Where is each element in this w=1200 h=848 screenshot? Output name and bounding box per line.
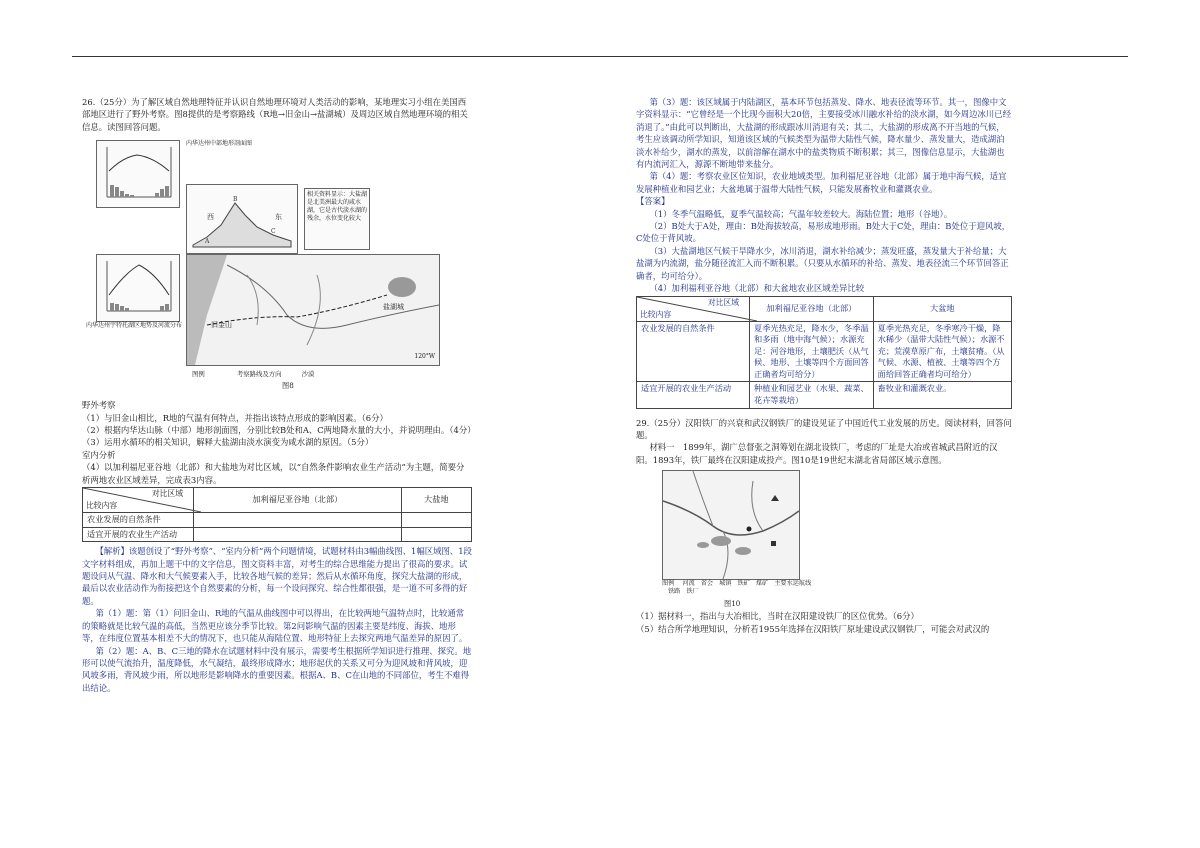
figure-8 (82, 136, 472, 391)
blank-comparison-table (82, 487, 472, 542)
table-cell (194, 527, 402, 542)
answer-4-title: （4）加利福利亚谷地（北部）和大盆地农业区域差异比较 (649, 283, 865, 294)
section-indoor-analysis: 室内分析 (82, 449, 116, 460)
table-corner-cell (637, 296, 750, 321)
table-cell-california-activities: 种植业和园艺业（水果、蔬菜、花卉等栽培） (750, 382, 874, 408)
corner-label-top: 对比区域 (707, 297, 739, 307)
climate-chart-san-francisco (96, 140, 180, 208)
answer-explanation-1: 第（1）题：第（1）问旧金山、R地的气温从曲线图中可以得出，在比较两地气温特点时，比较通常的策略就是比较气温的高低，当然更应该分季节比较。第2问影响气温的因素主要是纬度、海拔、地形等，在纬度位置基本相差不大的情况下，也只能从海陆位置、地形特征上去探究两地气温差异的原因了。 (82, 608, 468, 644)
legend-item: 河流 (682, 580, 695, 588)
question-29-5: （5）结合所学地理知识，分析若1955年选择在汉阳铁厂原址建设武汉钢铁厂，可能会对武汉的 (636, 623, 990, 634)
route-map (186, 254, 440, 366)
table-row-natural-conditions: 农业发展的自然条件 (637, 321, 750, 382)
answer-tag: 【答案】 (636, 196, 670, 207)
table-cell-california-conditions: 夏季光热充足，降水少，冬季温和多雨（地中海气候）；水源充足：河谷地形，土壤肥沃（从气候、地形、土壤等四个方面回答正确者均可给分） (750, 321, 874, 382)
answer-explanation-3: 第（3）题：该区域属于内陆湖区，基本环节包括蒸发、降水、地表径流等环节。其一，图像中文字资料显示：“它曾经是一个比现今面积大20倍，主要接受冰川融水补给的淡水湖，如今周边冰川已经消退了。”由此可以判断出，大盐湖的形成跟冰川消退有关；其二，大盐湖的形成离不开当地的气候，考生应该调动所学知识，知道该区域的气候类型为温带大陆性气候，降水量少、蒸发量大，造成湖泊淡水补给少，湖水的蒸发，以前溶解在湖水中的盐类物质不断积累；其三，图像信息显示，大盐湖也有内流河汇入，源源不断地带来盐分。 (636, 97, 1012, 170)
material-1: 材料一 1899年，湖广总督张之洞筹划在湖北设铁厂，考虑的厂址是大冶或省城武昌附近的汉阳。1893年，铁厂最终在汉阳建成投产。图10是19世纪末湖北省局部区域示意图。 (636, 442, 998, 465)
legend-item: 煤矿 (755, 580, 769, 588)
question-29-heading: 29.（25分）汉阳铁厂的兴衰和武汉钢铁厂的建设见证了中国近代工业发展的历史。阅读材料，回答问题。 (636, 417, 1012, 441)
map-label-salt-lake-city: 盐湖城 (383, 303, 404, 312)
terrain-profile-chart (186, 184, 298, 254)
map-legend (192, 368, 314, 380)
right-column (636, 96, 1012, 635)
analysis-paragraph: 【解析】该题创设了“野外考察”、“室内分析”两个问题情境，试题材料由3幅曲线图、1幅区域图、1段文字材料组成，再加上题干中的文字信息，图文资料丰富，对考生的综合思维能力提出了很高的要求。试题设问从气温、降水和大气候要素入手，比较各地气候的差异；然后从水循环角度，探究大盐湖的形成，最后以农业活动作为衔接把这个自然要素的分析，每一个设问探究、综合性都很强，是一道不可多得的好题。 (82, 546, 472, 606)
table-cell (194, 513, 402, 528)
map-coordinate: 120°W (414, 352, 435, 360)
legend-desert: 沙漠 (301, 370, 315, 379)
figure-10 (636, 470, 1012, 608)
legend-item: 铁路 (668, 588, 681, 596)
table-cell (401, 527, 471, 542)
legend-item: 省会 (700, 580, 714, 588)
svg-text:西: 西 (207, 213, 214, 222)
profile-caption: 内华达州中部地形剖面图 (186, 140, 253, 148)
svg-text:C: C (271, 228, 276, 236)
legend-title: 图例 (662, 580, 675, 588)
svg-text:东: 东 (275, 213, 282, 222)
table-cell-basin-activities: 畜牧业和灌溉农业。 (873, 382, 1011, 408)
hubei-map-graphic (663, 471, 799, 579)
terrain-profile-graphic (187, 185, 297, 253)
legend-item: 铁矿 (737, 580, 750, 588)
table-header-basin: 大盆地 (873, 296, 1011, 321)
table-row-natural-conditions: 农业发展的自然条件 (83, 513, 194, 528)
section-field-survey: 野外考察 (82, 400, 116, 411)
question-26-4: （4）以加利福尼亚谷地（北部）和大盐地为对比区域，以“自然条件影响农业生产活动”为主题，简要分析两地农业区域差异，完成表3内容。 (82, 462, 465, 485)
legend-title: 图例 (192, 370, 205, 379)
svg-text:B: B (233, 196, 238, 204)
climate-chart-r-site (96, 254, 180, 322)
page-top-rule (72, 56, 1128, 57)
answer-comparison-table (636, 296, 1012, 409)
table-corner-cell (83, 488, 194, 513)
legend-item: 城镇 (719, 580, 732, 588)
legend-item: 铁厂 (686, 588, 699, 596)
question-26-2: （2）根据内华达山脉（中部）地形剖面图，分别比较B处和A、C两地降水量的大小，并说明理由。（4分） (82, 425, 476, 436)
table-header-california: 加利福尼亚谷地（北部） (750, 296, 874, 321)
answer-2: （2）B处大于A处，理由：B处海拔较高，易形成地形雨。B处大于C处，理由：B处位于迎风坡，C处位于背风坡。 (636, 221, 1011, 244)
answer-explanation-2: 第（2）题：A、B、C三地的降水在试题材料中没有展示，需要考生根据所学知识进行推理、探究。地形可以使气流抬升，温度降低，水气凝结，最终形成降水；地形起伏的关系又可分为迎风坡和背风坡，迎风坡多雨，背风坡少雨，所以地形是影响降水的重要因素。根据A、B、C在山地的不同部位，考生不难得出结论。 (82, 645, 472, 693)
svg-text:A: A (205, 238, 210, 246)
question-26-heading: 26.（25分）为了解区域自然地理特征并认识自然地理环境对人类活动的影响，某地理实习小组在美国西部地区进行了野外考察。图8提供的是考察路线（R地→旧金山→盐湖城）及周边区域自然地理环境的相关信息。读图回答问题。 (82, 97, 468, 132)
answer-1: （1）冬季气温略低，夏季气温较高；气温年较差较大。海陆位置；地形（谷地）。 (649, 208, 953, 219)
figure-8-label: 图8 (282, 381, 294, 391)
question-29-1: （1）据材料一，指出与大冶相比，当时在汉阳建设铁厂的区位优势。（6分） (636, 611, 919, 622)
table-header-basin: 大盐地 (401, 488, 471, 513)
legend-item: 主要水运航线 (774, 580, 812, 588)
legend-route: 考察路线及方向 (236, 370, 282, 379)
corner-label-bottom: 比较内容 (640, 309, 672, 319)
table-row-agriculture-activities: 适宜开展的农业生产活动 (83, 527, 194, 542)
table-header-california: 加利福尼亚谷地（北部） (194, 488, 402, 513)
left-column (82, 96, 476, 694)
map-label-san-francisco: 旧金山 (211, 321, 232, 330)
corner-label-top: 对比区域 (151, 489, 183, 499)
figure-10-label: 图10 (724, 599, 741, 609)
hubei-map (662, 470, 800, 580)
question-26-1: （1）与旧金山相比，R地的气温有何特点，并指出该特点形成的影响因素。（6分） (82, 412, 388, 423)
figure-10-legend (662, 580, 812, 596)
table-row-agriculture-activities: 适宜开展的农业生产活动 (637, 382, 750, 408)
question-26-3: （3）运用水循环的相关知识，解释大盐湖由淡水演变为咸水湖的原因。（5分） (82, 437, 374, 448)
map-inset-caption: 内华达州宇特托湖区地势及河流分布 (86, 322, 183, 330)
table-cell-basin-conditions: 夏季光热充足，冬季寒冷干燥，降水稀少（温带大陆性气候）；水源不充；荒漠草原广布，土壤贫瘠。（从气候、水源、植被、土壤等四个方面给回答正确者均可给分） (873, 321, 1011, 382)
answer-3: （3）大盐湖地区气候干旱降水少，冰川消退，湖水补给减少；蒸发旺盛，蒸发量大于补给量；大盐湖为内流湖，盐分随径流汇入而不断积累。（只要从水循环的补给、蒸发、地表径流三个环节回答正确者，均可给分）。 (636, 245, 1009, 281)
table-cell (401, 513, 471, 528)
climate-chart-graphic (97, 141, 179, 207)
climate-chart-graphic (97, 255, 179, 321)
answer-explanation-4: 第（4）题：考察农业区位知识，农业地域类型。加利福尼亚谷地（北部）属于地中海气候，适宜发展种植业和园艺业；大盆地属于温带大陆性气候，只能发展畜牧业和灌溉农业。 (636, 171, 1007, 194)
figure-note-box: 相关资料显示：大盐湖是北美洲最大的咸水湖，它是古代淡水湖的残余，水位变化较大 (304, 188, 370, 250)
corner-label-bottom: 比较内容 (86, 501, 118, 511)
